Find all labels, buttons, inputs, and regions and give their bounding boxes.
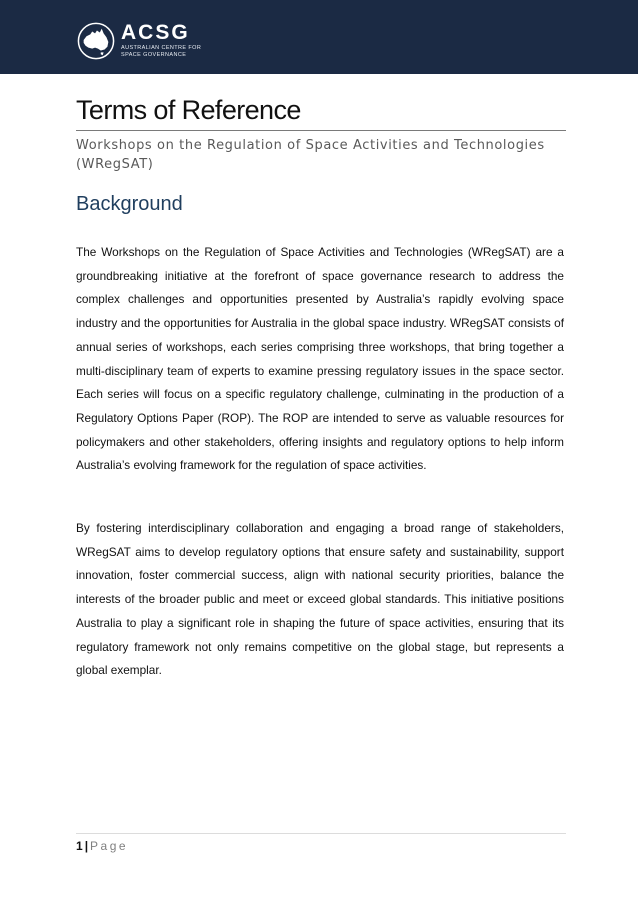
document-title: Terms of Reference <box>76 95 301 125</box>
paragraph-1: The Workshops on the Regulation of Space Activities and Technologies (WRegSAT) are a groundbreaking initiative at the forefront of space governance research to address the complex challenges and opportunities presented by Australia’s rapidly evolving space industry and the opportunities for Australia in the global space industry. WRegSAT consists of annual series of workshops, each series comprising three workshops, that bring together a multi-disciplinary team of experts to examine pressing regulatory issues in the space sector. Each series will focus on a specific regulatory challenge, culminating in the production of a Regulatory Options Paper (ROP). The ROP are intended to serve as valuable resources for policymakers and other stakeholders, offering insights and regulatory options to help inform Australia’s evolving framework for the regulation of space activities. <box>76 245 564 473</box>
header-bar <box>0 0 638 74</box>
logo-acronym: ACSG <box>121 21 190 44</box>
footer-divider <box>76 833 566 834</box>
document-subtitle: Workshops on the Regulation of Space Activities and Technologies (WRegSAT) <box>76 138 545 172</box>
logo-subtitle-line-2: SPACE GOVERNANCE <box>121 52 187 58</box>
paragraph-2: By fostering interdisciplinary collaboration and engaging a broad range of stakeholders, WRegSAT aims to develop regulatory options that ensure safety and sustainability, support innovation, foster commercial success, align with national security priorities, balance the interests of the broader public and meet or exceed global standards. This initiative positions Australia to play a significant role in shaping the future of space activities, ensuring that its regulatory framework not only remains competitive on the global stage, but represents a global exemplar. <box>76 521 564 678</box>
logo-subtitle-line-1: AUSTRALIAN CENTRE FOR <box>121 45 202 51</box>
title-divider <box>76 130 566 131</box>
page-label: Page <box>90 839 129 853</box>
page-number: 1 <box>76 839 83 853</box>
section-heading-background: Background <box>76 193 183 215</box>
page-separator: | <box>84 839 89 853</box>
australia-map-icon <box>77 22 115 60</box>
page-footer <box>76 839 128 854</box>
